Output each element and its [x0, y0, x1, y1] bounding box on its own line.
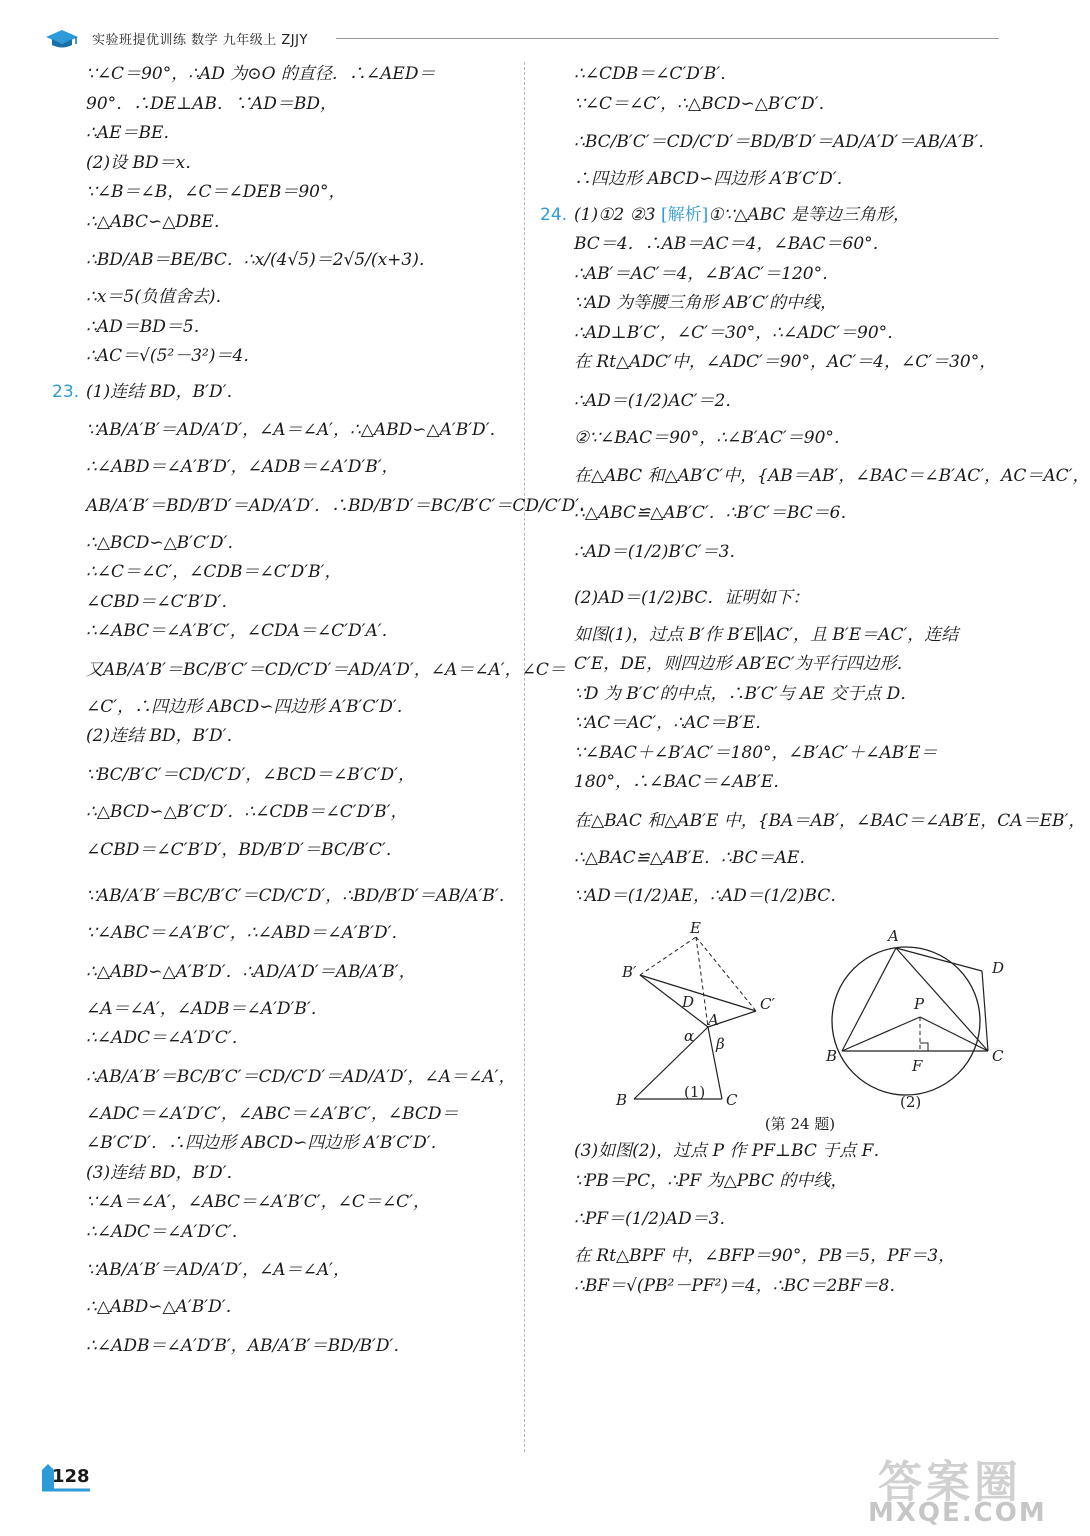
text-line: [540, 289, 1010, 319]
text-line: [540, 60, 1010, 90]
label-C-prime: C′: [760, 995, 775, 1013]
text-line: [52, 949, 520, 995]
line-text: 又AB/A′B′＝BC/B′C′＝CD/C′D′＝AD/A′D′，∠A＝∠A′，∠C＝: [86, 659, 566, 680]
text-line: [540, 1196, 1010, 1242]
right-column-top: [540, 60, 1090, 919]
line-text: AB/A′B′＝BD/B′D′＝AD/A′D′．∴BD/B′D′＝BC/B′C′＝CD/C′D′．: [86, 495, 597, 516]
line-text: ∵D 为 B′C′的中点，∴B′C′与 AE 交于点 D．: [574, 683, 918, 704]
line-text: ∴PF＝(1/2)AD＝3．: [574, 1209, 737, 1229]
line-text: ∵AD 为等腰三角形 AB′C′的中线，: [574, 293, 838, 313]
text-line: [540, 739, 1010, 769]
line-text: ∵AC＝AC′，∴AC＝B′E．: [574, 713, 773, 733]
page-header: [44, 26, 999, 50]
text-line: [52, 378, 520, 408]
line-text: ∴△BAC≌△AB′E．∴BC＝AE．: [574, 847, 817, 868]
label-F: F: [912, 1057, 923, 1075]
line-text: ∴∠ABC＝∠A′B′C′，∠CDA＝∠C′D′A′．: [86, 621, 399, 641]
line-text: ∴四边形 ABCD∽四边形 A′B′C′D′．: [574, 169, 854, 189]
line-text: (1)连结 BD，B′D′．: [86, 381, 244, 402]
question-number: 23.: [52, 381, 80, 402]
text-line: [540, 201, 1010, 231]
text-line: [52, 1188, 520, 1218]
line-text: (1)①2 ②3: [574, 204, 662, 225]
line-text: ∵∠BAC＋∠B′AC′＝180°，∠B′AC′＋∠AB′E＝: [574, 742, 938, 763]
text-line: [52, 60, 520, 90]
text-line: [52, 873, 520, 919]
line-text: ∵∠C＝90°，∴AD 为⊙O 的直径．∴∠AED＝: [86, 64, 436, 84]
text-line: [52, 827, 520, 873]
line-text: (3)如图(2)，过点 P 作 PF⊥BC 于点 F．: [574, 1141, 891, 1161]
label-A: A: [708, 1011, 719, 1029]
text-line: [540, 1272, 1010, 1302]
right-column-bottom: [540, 1137, 1010, 1301]
text-line: [52, 1247, 520, 1293]
text-line: [52, 313, 520, 343]
text-line: [52, 1129, 520, 1159]
line-text: ∠CBD＝∠C′B′D′．: [86, 591, 239, 612]
text-line: [52, 483, 597, 529]
text-line: [540, 1137, 1010, 1167]
text-line: [540, 798, 1086, 844]
text-line: [540, 529, 1010, 575]
line-text: ∴△BCD∽△B′C′D′．: [86, 532, 245, 553]
text-line: [540, 348, 1010, 378]
line-text: 如图(1)，过点 B′作 B′E∥AC′，且 B′E＝AC′，连结: [574, 624, 959, 645]
line-text: ∵AB/A′B′＝AD/A′D′，∠A＝∠A′，: [86, 1260, 350, 1280]
header-rule: [336, 38, 999, 39]
line-text: ∴AE＝BE．: [86, 123, 181, 143]
line-text: ∴AC＝√(5²－3²)＝4．: [86, 346, 261, 366]
line-text: ∴AD＝BD＝5．: [86, 316, 211, 337]
column-divider: [524, 62, 525, 1452]
line-text: ∵AB/A′B′＝AD/A′D′，∠A＝∠A′，∴△ABD∽△A′B′D′．: [86, 420, 507, 440]
text-line: [540, 424, 1010, 454]
text-line: [540, 844, 1010, 874]
text-line: [52, 119, 520, 149]
text-line: [540, 709, 1010, 739]
text-line: [52, 529, 520, 559]
text-line: [540, 650, 1010, 680]
text-line: [540, 680, 1010, 710]
text-line: [540, 1242, 1010, 1272]
line-text: 90°．∴DE⊥AB．∵AD＝BD，: [86, 93, 337, 114]
line-text: BC＝4．∴AB＝AC＝4，∠BAC＝60°．: [574, 234, 890, 254]
label-B: B: [616, 1091, 628, 1109]
text-line: [52, 208, 520, 238]
line-text: ∴AB/A′B′＝BC/B′C′＝CD/C′D′＝AD/A′D′，∠A＝∠A′，: [86, 1066, 516, 1087]
subcaption-1: (1): [684, 1083, 706, 1101]
line-text: ∴∠ADC＝∠A′D′C′．: [86, 1221, 249, 1242]
line-text: (2)AD＝(1/2)BC．证明如下：: [574, 587, 810, 608]
line-text: (2)设 BD＝x．: [86, 152, 203, 173]
line-text: ∴△ABC≌△AB′C′．∴B′C′＝BC＝6．: [574, 503, 858, 523]
line-text: ∠CBD＝∠C′B′D′，BD/B′D′＝BC/B′C′．: [86, 840, 403, 860]
text-line: [52, 722, 520, 752]
figure-1: [615, 919, 775, 1109]
line-text: ∵AD＝(1/2)AE，∴AD＝(1/2)BC．: [574, 886, 848, 906]
line-text: (3)连结 BD，B′D′．: [86, 1162, 244, 1183]
line-text: ∴AD＝(1/2)AC′＝2．: [574, 390, 743, 411]
text-line: [540, 1167, 1010, 1197]
text-line: [540, 165, 1010, 195]
text-line: [52, 588, 520, 618]
right-column: [540, 60, 1090, 1301]
line-text: ∴x＝5(负值舍去)．: [86, 287, 233, 307]
text-line: [52, 752, 520, 798]
watermark: [868, 1444, 1047, 1532]
line-text: 在 Rt△ADC′中，∠ADC′＝90°，AC′＝4，∠C′＝30°，: [574, 352, 997, 372]
line-text: 180°，∴∠BAC＝∠AB′E．: [574, 772, 791, 792]
line-text: C′E，DE，则四边形 AB′EC′为平行四边形．: [574, 654, 914, 674]
line-text: ∴∠ABD＝∠A′B′D′，∠ADB＝∠A′D′B′，: [86, 457, 399, 477]
subcaption-2: (2): [900, 1093, 922, 1111]
line-text: ∵BC/B′C′＝CD/C′D′，∠BCD＝∠B′C′D′，: [86, 764, 415, 785]
label-P: P: [914, 995, 925, 1013]
line-text: ∴∠ADC＝∠A′D′C′．: [86, 1028, 249, 1048]
text-line: [52, 798, 520, 828]
line-text: ∵PB＝PC，∴PF 为△PBC 的中线，: [574, 1170, 848, 1191]
text-line: [52, 617, 520, 647]
line-text: ∴△ABD∽△A′B′D′．∴AD/A′D′＝AB/A′B′，: [86, 961, 416, 982]
text-line: [52, 919, 520, 949]
line-text: ∵∠B＝∠B，∠C＝∠DEB＝90°，: [86, 182, 346, 202]
text-line: [52, 149, 520, 179]
line-text: ∠ADC＝∠A′D′C′，∠ABC＝∠A′B′C′，∠BCD＝: [86, 1103, 459, 1124]
text-line: [540, 90, 1010, 120]
line-text: ∴△ABC∽△DBE．: [86, 211, 231, 232]
line-text: ∠C′，∴四边形 ABCD∽四边形 A′B′C′D′．: [86, 696, 414, 717]
text-line: [540, 873, 1010, 919]
book-logo-icon: [44, 26, 80, 50]
watermark-logo: 答案圈: [878, 1457, 1022, 1508]
text-line: [540, 575, 1010, 621]
label-E: E: [690, 919, 701, 937]
text-line: [540, 499, 1010, 529]
label-D: D: [682, 993, 695, 1011]
line-text: ∵∠ABC＝∠A′B′C′，∴∠ABD＝∠A′B′D′．: [86, 923, 409, 943]
text-line: [540, 260, 1010, 290]
page-number-badge: [40, 1462, 100, 1492]
label-alpha: α: [684, 1027, 695, 1045]
text-line: [52, 90, 520, 120]
line-text: ∴BF＝√(PB²－PF²)＝4，∴BC＝2BF＝8．: [574, 1275, 907, 1296]
text-line: [52, 1323, 520, 1369]
question-number: 24.: [540, 204, 568, 225]
text-line: [540, 453, 1090, 499]
line-text: ∵∠A＝∠A′，∠ABC＝∠A′B′C′，∠C＝∠C′，: [86, 1192, 431, 1212]
text-line: [540, 378, 1010, 424]
text-line: [52, 995, 520, 1025]
text-line: [52, 1024, 520, 1054]
text-line: [52, 1159, 520, 1189]
line-text: ②∵∠BAC＝90°，∴∠B′AC′＝90°．: [574, 427, 851, 448]
text-line: [540, 621, 1010, 651]
line-text: ∵∠C＝∠C′，∴△BCD∽△B′C′D′．: [574, 93, 836, 114]
line-text: ∴AD⊥B′C′，∠C′＝30°，∴∠ADC′＝90°．: [574, 322, 905, 343]
text-line: [52, 1218, 520, 1248]
label-C: C: [992, 1047, 1004, 1065]
geometry-figures: [570, 919, 1010, 1111]
text-line: [540, 768, 1010, 798]
text-line: [52, 178, 520, 208]
line-text: ∠A＝∠A′，∠ADB＝∠A′D′B′．: [86, 998, 328, 1019]
line-text-continued: ①∵△ABC 是等边三角形，: [708, 204, 910, 225]
label-B: B: [826, 1047, 838, 1065]
line-text: 在△ABC 和△AB′C′中，{AB＝AB′，∠BAC＝∠B′AC′，AC＝AC′，: [574, 466, 1090, 486]
line-text: 在 Rt△BPF 中，∠BFP＝90°，PB＝5，PF＝3，: [574, 1246, 956, 1266]
figure-24: [570, 919, 1010, 1137]
text-line: [52, 1054, 520, 1100]
line-text: ∴∠ADB＝∠A′D′B′，AB/A′B′＝BD/B′D′．: [86, 1335, 411, 1356]
book-title: 实验班提优训练 数学 九年级上 ZJJY: [92, 33, 308, 48]
text-line: [540, 119, 1010, 165]
text-line: [52, 407, 520, 453]
watermark-text: MXQE.COM: [868, 1498, 1047, 1528]
line-text: ∴∠C＝∠C′，∠CDB＝∠C′D′B′，: [86, 562, 342, 582]
text-line: [52, 647, 566, 693]
line-text: ∴BC/B′C′＝CD/C′D′＝BD/B′D′＝AD/A′D′＝AB/A′B′．: [574, 132, 996, 152]
line-text: ∴△ABD∽△A′B′D′．: [86, 1297, 243, 1317]
label-D: D: [992, 959, 1005, 977]
text-line: [52, 342, 520, 372]
text-line: [540, 319, 1010, 349]
text-line: [52, 283, 520, 313]
label-B-prime: B′: [622, 963, 637, 981]
label-A: A: [888, 927, 899, 945]
line-text: ∴△BCD∽△B′C′D′．∴∠CDB＝∠C′D′B′，: [86, 801, 408, 822]
text-line: [540, 230, 1010, 260]
line-text: ∴AB′＝AC′＝4，∠B′AC′＝120°．: [574, 263, 840, 284]
text-line: [52, 1100, 520, 1130]
text-line: [52, 453, 520, 483]
figure-caption: (第 24 题): [764, 1115, 836, 1133]
text-line: [52, 237, 520, 283]
page-number: 128: [52, 1466, 90, 1487]
line-text: ∵AB/A′B′＝BC/B′C′＝CD/C′D′，∴BD/B′D′＝AB/A′B′．: [86, 886, 516, 906]
line-text: ∠B′C′D′．∴四边形 ABCD∽四边形 A′B′C′D′．: [86, 1133, 448, 1153]
line-text: ∴AD＝(1/2)B′C′＝3．: [574, 541, 747, 562]
line-text: 在△BAC 和△AB′E 中，{BA＝AB′，∠BAC＝∠AB′E，CA＝EB′，: [574, 810, 1086, 831]
analysis-tag: [解析]: [661, 204, 709, 225]
text-line: [52, 693, 520, 723]
label-C: C: [726, 1091, 738, 1109]
line-text: ∴∠CDB＝∠C′D′B′．: [574, 64, 738, 84]
left-column: [52, 60, 597, 1369]
label-beta: β: [716, 1035, 725, 1053]
figure-2: [825, 927, 1004, 1095]
text-line: [52, 1293, 520, 1323]
text-line: [52, 558, 520, 588]
line-text: (2)连结 BD，B′D′．: [86, 726, 244, 746]
line-text: ∴BD/AB＝BE/BC．∴x/(4√5)＝2√5/(x+3)．: [86, 250, 436, 270]
